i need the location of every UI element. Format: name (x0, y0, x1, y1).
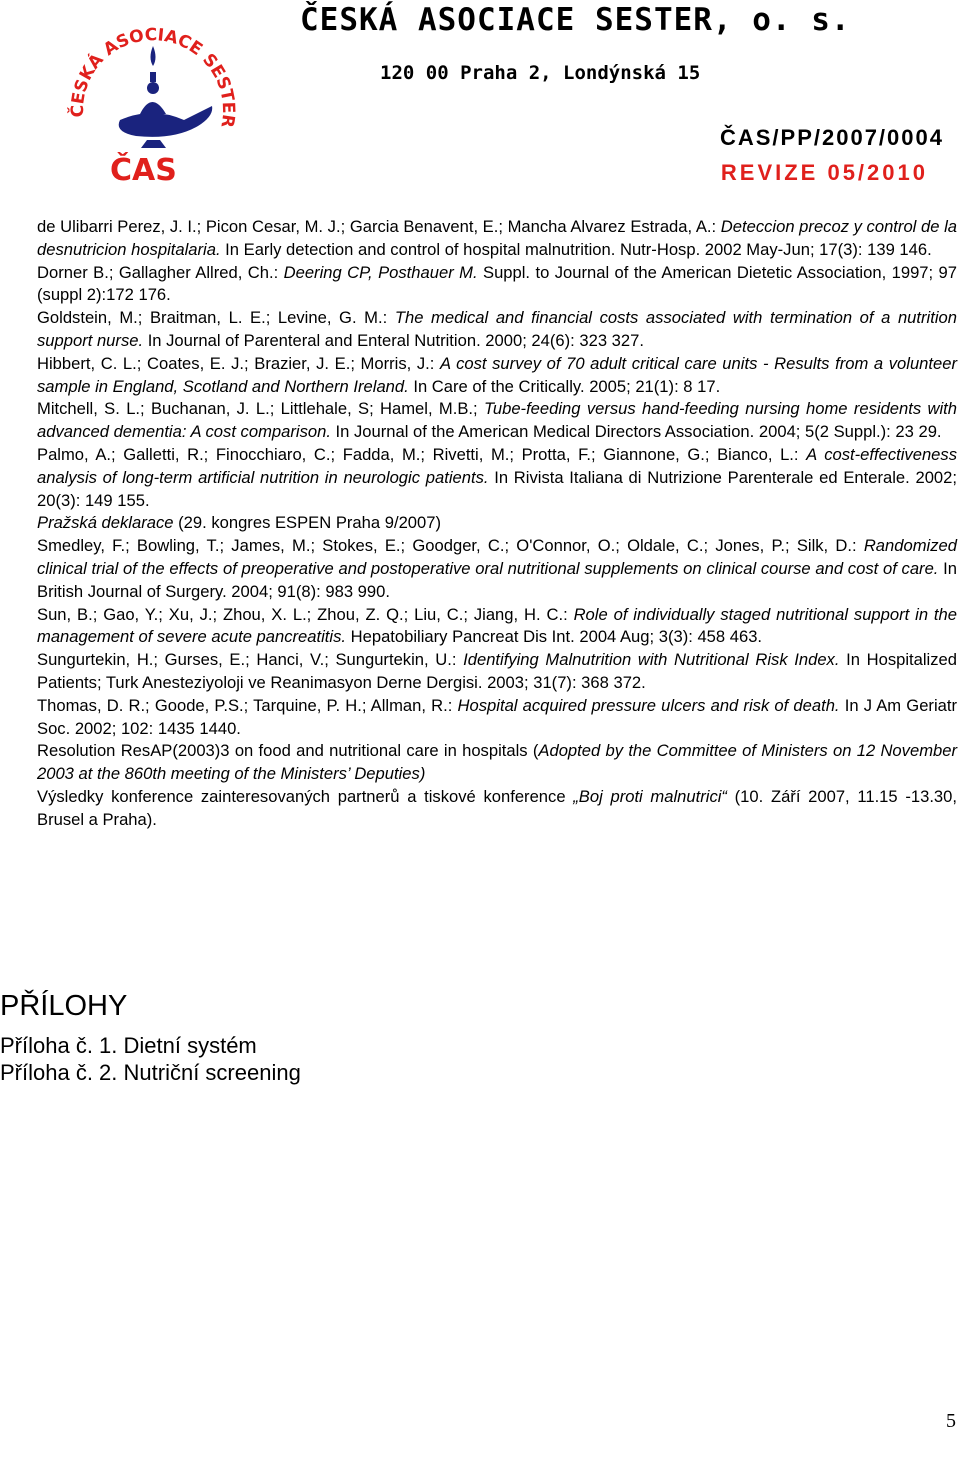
reference-entry (37, 512, 957, 535)
reference-text: Mitchell, S. L.; Buchanan, J. L.; Littlehale, S; Hamel, M.B.; (37, 399, 484, 419)
reference-text: Hibbert, C. L.; Coates, E. J.; Brazier, J. E.; Morris, J.: (37, 353, 441, 373)
reference-entry (37, 307, 957, 353)
reference-entry (37, 695, 957, 741)
reference-title: A cost-effectiveness analysis of long-term artificial nutrition in neurologic patients. (37, 444, 958, 487)
reference-text: Goldstein, M.; Braitman, L. E.; Levine, G. M.: (37, 308, 395, 328)
reference-title: Deering CP, Posthauer M. (283, 262, 478, 282)
reference-title: Hospital acquired pressure ulcers and risk of death. (457, 695, 840, 715)
reference-text: In British Journal of Surgery. 2004; 91(8): 983 990. (37, 558, 957, 601)
reference-entry (37, 262, 957, 308)
reference-text: Palmo, A.; Galletti, R.; Finocchiaro, C.; Fadda, M.; Rivetti, M.; Protta, F.; Giannone, G.; Bianco, L.: (37, 444, 807, 464)
reference-text: In Rivista Italiana di Nutrizione Parenterale ed Enterale. 2002; 20(3): 149 155. (37, 467, 958, 510)
svg-text:ČESKÁ ASOCIACE SESTER: ČESKÁ ASOCIACE SESTER (67, 25, 238, 129)
reference-text: In Journal of Parenteral and Enteral Nutrition. 2000; 24(6): 323 327. (143, 330, 644, 350)
reference-entry (37, 353, 957, 399)
reference-entry (37, 786, 957, 832)
reference-text: In Early detection and control of hospital malnutrition. Nutr-Hosp. 2002 May-Jun; 17(3): 139 146. (220, 239, 932, 259)
page-number: 5 (946, 1410, 956, 1432)
reference-text: Sun, B.; Gao, Y.; Xu, J.; Zhou, X. L.; Zhou, Z. Q.; Liu, C.; Jiang, H. C.: (37, 604, 574, 624)
reference-text: Výsledky konference zainteresovaných partnerů a tiskové konference (37, 786, 574, 806)
attachment-item: Příloha č. 2. Nutriční screening (0, 1060, 301, 1085)
reference-text: In Journal of the American Medical Directors Association. 2004; 5(2 Suppl.): 23 29. (330, 422, 942, 442)
reference-title: A cost survey of 70 adult critical care units - Results from a volunteer sample in England, Scotland and Northern Ireland. (37, 353, 957, 396)
reference-text: (10. Září 2007, 11.15 -13.30, Brusel a Praha). (37, 786, 957, 829)
organization-name: ČESKÁ ASOCIACE SESTER, o. s. (300, 2, 851, 38)
reference-text: Smedley, F.; Bowling, T.; James, M.; Stokes, E.; Goodger, C.; O'Connor, O.; Oldale, C.; Jones, P.; Silk, D.: (37, 536, 864, 556)
reference-title: Pražská deklarace (37, 513, 174, 533)
attachment-item: Příloha č. 1. Dietní systém (0, 1033, 257, 1058)
reference-entry (37, 604, 957, 650)
svg-text:ČAS: ČAS (110, 153, 177, 188)
reference-list (37, 216, 957, 832)
reference-text: In J Am Geriatr Soc. 2002; 102: 1435 1440. (37, 695, 958, 738)
reference-text: Thomas, D. R.; Goode, P.S.; Tarquine, P. H.; Allman, R.: (37, 695, 458, 715)
reference-entry (37, 444, 957, 512)
reference-entry (37, 216, 957, 262)
document-code: ČAS/PP/2007/0004 (719, 125, 944, 150)
reference-title: Identifying Malnutrition with Nutritional Risk Index. (463, 650, 840, 670)
reference-text: Suppl. to Journal of the American Dietetic Association, 1997; 97 (suppl 2):172 176. (37, 262, 958, 305)
reference-entry (37, 535, 957, 603)
reference-title: Adopted by the Committee of Ministers on 12 November 2003 at the 860th meeting of the Ministers’ Deputies) (37, 741, 957, 784)
revision-label: REVIZE 05/2010 (720, 160, 928, 185)
reference-title: Role of individually staged nutritional support in the management of severe acute pancreatitis. (37, 604, 957, 647)
reference-title: Randomized clinical trial of the effects of preoperative and postoperative oral nutritional supplements on clinical course and cost of care. (37, 536, 957, 578)
reference-text: de Ulibarri Perez, J. I.; Picon Cesar, M. J.; Garcia Benavent, E.; Mancha Alvarez Estrada, A.: (37, 217, 721, 236)
reference-text: Dorner B.; Gallagher Allred, Ch.: (37, 262, 284, 282)
reference-title: Tube-feeding versus hand-feeding nursing home residents with advanced dementia: A cost comparison. (37, 399, 957, 442)
reference-text: (29. kongres ESPEN Praha 9/2007) (173, 513, 442, 533)
reference-entry (37, 740, 957, 786)
reference-text: In Hospitalized Patients; Turk Anesteziyoloji ve Reanimasyon Derne Dergisi. 2003; 31(7): 368 372. (37, 650, 957, 692)
reference-title: Deteccion precoz y control de la desnutricion hospitalaria. (37, 217, 957, 259)
reference-text: In Care of the Critically. 2005; 21(1): 8 17. (408, 376, 721, 396)
reference-entry (37, 398, 957, 444)
association-logo (62, 2, 238, 188)
reference-title: The medical and financial costs associated with termination of a nutrition support nurse. (37, 308, 957, 350)
oil-lamp-logo-icon (62, 2, 238, 188)
reference-entry (37, 649, 957, 695)
attachments-heading: PŘÍLOHY (0, 990, 128, 1022)
reference-text: Resolution ResAP(2003)3 on food and nutritional care in hospitals ( (37, 741, 539, 761)
organization-address: 120 00 Praha 2, Londýnská 15 (380, 62, 701, 84)
reference-title: „Boj proti malnutrici“ (573, 786, 727, 806)
reference-text: Hepatobiliary Pancreat Dis Int. 2004 Aug; 3(3): 458 463. (346, 627, 763, 647)
reference-text: Sungurtekin, H.; Gurses, E.; Hanci, V.; Sungurtekin, U.: (37, 650, 464, 670)
